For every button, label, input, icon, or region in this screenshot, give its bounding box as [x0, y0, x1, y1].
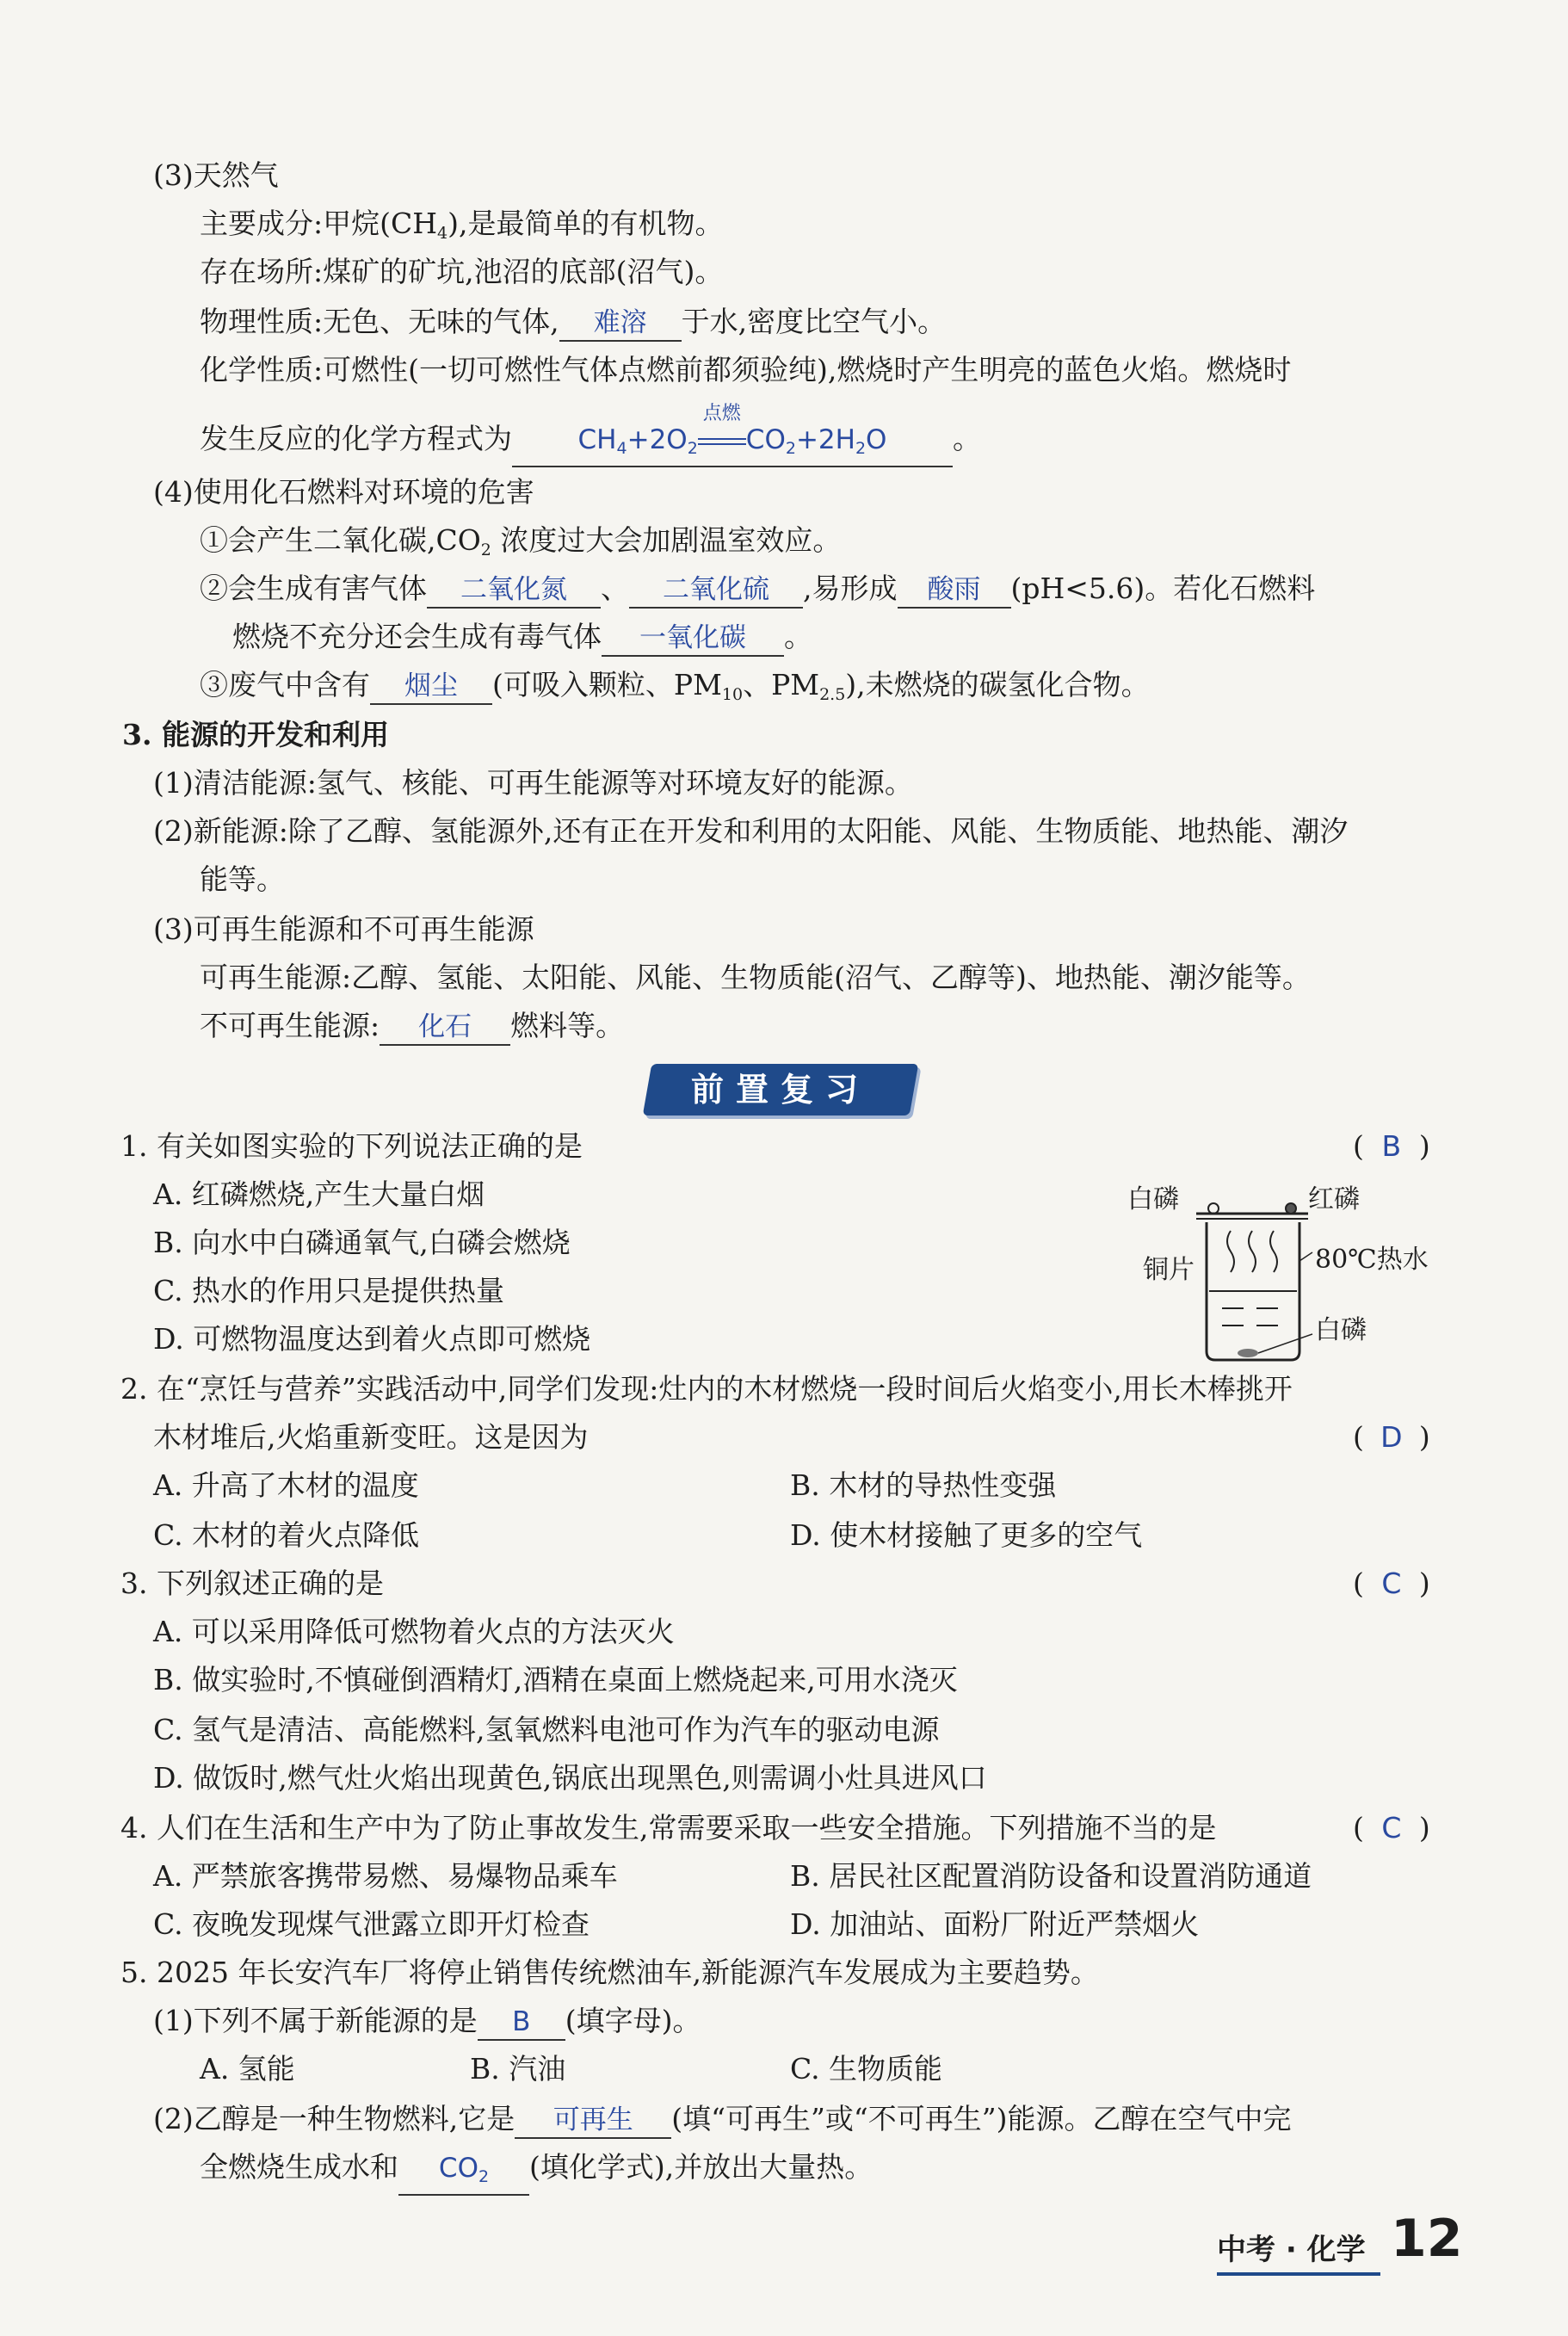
label-white-phosphorus-top: 白磷 — [1127, 1184, 1179, 1214]
energy-heading: 3. 能源的开发和利用 — [122, 718, 389, 751]
q2-stem-1: 2. 在“烹饪与营养”实践活动中,同学们发现:灶内的木材燃烧一段时间后火焰变小,用长木棒挑开 — [120, 1372, 1293, 1406]
q4-stem: 4. 人们在生活和生产中为了防止事故发生,常需要采取一些安全措施。下列措施不当的是 — [120, 1811, 1217, 1845]
q5-co2-answer: $CO_2$ — [398, 2151, 529, 2196]
natural-gas-heading: (3)天然气 — [153, 158, 279, 192]
clean-energy-line: (1)清洁能源:氢气、核能、可再生能源等对环境友好的能源。 — [153, 766, 913, 800]
equation-answer: $CH_4+2O_2$ 点燃 $CO_2+2H_2O$ — [512, 423, 953, 467]
q3-option-c: C. 氢气是清洁、高能燃料,氢氧燃料电池可作为汽车的驱动电源 — [153, 1713, 940, 1746]
q3-stem: 3. 下列叙述正确的是 — [120, 1567, 384, 1600]
footer-subject-label: 中考 · 化学 — [1217, 2233, 1366, 2267]
q1-option-d: D. 可燃物温度达到着火点即可燃烧 — [153, 1322, 591, 1356]
q1-experiment-figure — [1127, 1162, 1454, 1369]
q2-option-c: C. 木材的着火点降低 — [153, 1518, 420, 1552]
q2-option-a: A. 升高了木材的温度 — [153, 1468, 419, 1502]
hazard-item-2: ②会生成有害气体 二氧化氮 、 二氧化硫 ,易形成 酸雨 (pH<5.6)。若化石燃料 — [200, 570, 1315, 609]
q5-part1-option-a: A. 氢能 — [200, 2052, 295, 2086]
q5-part1: (1)下列不属于新能源的是 B (填字母)。 — [153, 2002, 701, 2041]
q1-option-b: B. 向水中白磷通氧气,白磷会燃烧 — [153, 1226, 571, 1259]
q4-option-a: A. 严禁旅客携带易燃、易爆物品乘车 — [153, 1859, 618, 1893]
q1-option-a: A. 红磷燃烧,产生大量白烟 — [153, 1177, 485, 1211]
label-hot-water: 80℃热水 — [1315, 1245, 1429, 1275]
page-number: 12 — [1391, 2209, 1463, 2269]
footer-rule — [1217, 2272, 1380, 2276]
renewable-heading: (3)可再生能源和不可再生能源 — [153, 912, 534, 946]
q1-answer: ( B ) — [1353, 1129, 1430, 1163]
q2-option-d: D. 使木材接触了更多的空气 — [790, 1518, 1143, 1552]
q2-stem-2: 木材堆后,火焰重新变旺。这是因为 — [153, 1420, 589, 1454]
hazard-item-3: ③废气中含有 烟尘 (可吸入颗粒、$PM_{10}$、$PM_{2.5}$),未燃烧的碳氢化合物。 — [200, 668, 1150, 704]
physical-property-line: 物理性质:无色、无味的气体, 难溶 于水,密度比空气小。 — [200, 303, 946, 342]
q5-part1-option-b: B. 汽油 — [470, 2052, 566, 2086]
section-banner: 前置复习 — [690, 1071, 870, 1109]
q4-answer: ( C ) — [1353, 1811, 1430, 1845]
q3-option-b: B. 做实验时,不慎碰倒酒精灯,酒精在桌面上燃烧起来,可用水浇灭 — [153, 1663, 958, 1696]
new-energy-line-2: 能等。 — [200, 862, 285, 896]
q5-part2: (2)乙醇是一种生物燃料,它是 可再生 (填“可再生”或“不可再生”)能源。乙醇在空气中完 — [153, 2100, 1291, 2139]
nonrenewable-line: 不可再生能源: 化石 燃料等。 — [200, 1007, 624, 1046]
hazard-item-2b: 燃烧不充分还会生成有毒气体 一氧化碳 。 — [232, 618, 812, 657]
q1-stem: 1. 有关如图实验的下列说法正确的是 — [120, 1129, 583, 1163]
label-red-phosphorus: 红磷 — [1308, 1184, 1360, 1214]
reaction-arrow: 点燃 — [698, 423, 746, 457]
q5-part2b: 全燃烧生成水和 $CO_2$ (填化学式),并放出大量热。 — [200, 2148, 873, 2196]
q3-option-d: D. 做饭时,燃气灶火焰出现黄色,锅底出现黑色,则需调小灶具进风口 — [153, 1761, 987, 1795]
label-copper-sheet: 铜片 — [1143, 1255, 1195, 1285]
new-energy-line-1: (2)新能源:除了乙醇、氢能源外,还有正在开发和利用的太阳能、风能、生物质能、地热能、潮汐 — [153, 814, 1349, 848]
q4-option-d: D. 加油站、面粉厂附近严禁烟火 — [790, 1907, 1200, 1941]
main-component-line: 主要成分:甲烷$(CH_4)$,是最简单的有机物。 — [200, 207, 724, 243]
q4-option-c: C. 夜晚发现煤气泄露立即开灯检查 — [153, 1907, 590, 1941]
q5-stem: 5. 2025 年长安汽车厂将停止销售传统燃油车,新能源汽车发展成为主要趋势。 — [120, 1956, 1099, 1989]
q5-part1-option-c: C. 生物质能 — [790, 2052, 943, 2086]
q3-answer: ( C ) — [1353, 1567, 1430, 1600]
q2-answer: ( D ) — [1353, 1420, 1430, 1454]
q3-option-a: A. 可以采用降低可燃物着火点的方法灭火 — [153, 1615, 675, 1648]
equation-line: 发生反应的化学方程式为 $CH_4+2O_2$ 点燃 $CO_2+2H_2O$ 。 — [200, 420, 981, 467]
label-white-phosphorus-bottom: 白磷 — [1315, 1315, 1367, 1345]
q2-option-b: B. 木材的导热性变强 — [790, 1468, 1057, 1502]
q1-option-c: C. 热水的作用只是提供热量 — [153, 1274, 505, 1307]
renewable-line: 可再生能源:乙醇、氢能、太阳能、风能、生物质能(沼气、乙醇等)、地热能、潮汐能等。 — [200, 961, 1311, 994]
hazard-item-1: ①会产生二氧化碳$,CO_2$ 浓度过大会加剧温室效应。 — [200, 523, 842, 559]
answer-blank: 难溶 — [559, 306, 682, 342]
hazards-heading: (4)使用化石燃料对环境的危害 — [153, 475, 534, 509]
q4-option-b: B. 居民社区配置消防设备和设置消防通道 — [790, 1859, 1312, 1893]
location-line: 存在场所:煤矿的矿坑,池沼的底部(沼气)。 — [200, 255, 724, 288]
chemical-property-line: 化学性质:可燃性(一切可燃性气体点燃前都须验纯),燃烧时产生明亮的蓝色火焰。燃烧时 — [200, 353, 1292, 386]
